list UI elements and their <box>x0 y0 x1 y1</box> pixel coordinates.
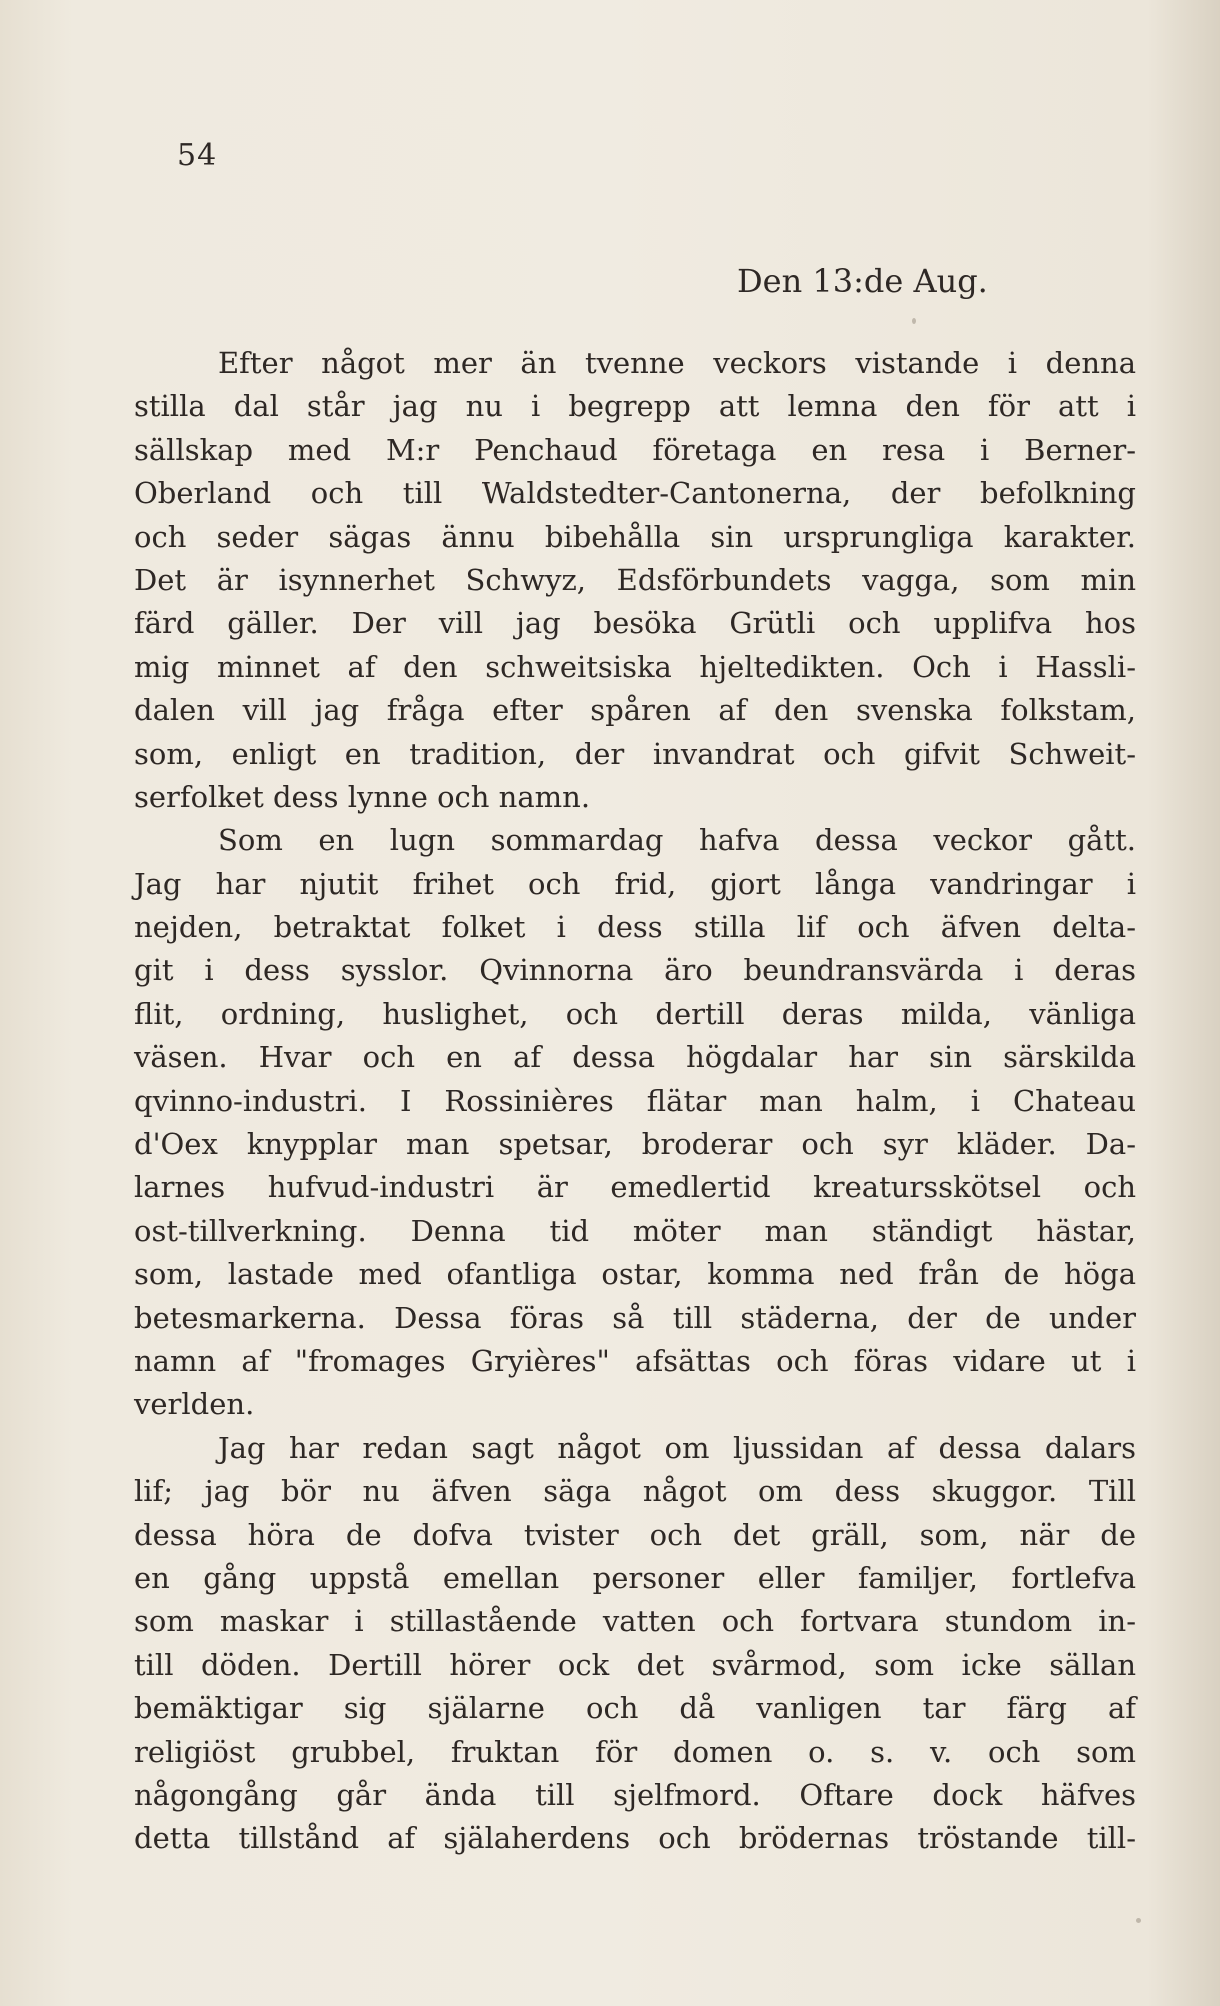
paper-speck <box>912 318 916 324</box>
text-line: Jag har njutit frihet och frid, gjort långa vandringar i <box>134 866 1136 901</box>
text-line: namn af "fromages Gryières" afsättas och föras vidare ut i <box>134 1343 1136 1378</box>
text-line: git i dess sysslor. Qvinnorna äro beundransvärda i deras <box>134 953 1136 988</box>
text-line: d'Oex knypplar man spetsar, broderar och syr kläder. Da- <box>134 1127 1136 1162</box>
text-line: Det är isynnerhet Schwyz, Edsförbundets vagga, som min <box>134 562 1136 597</box>
text-line: Oberland och till Waldstedter-Cantonerna, der befolkning <box>134 476 1136 511</box>
text-line: bemäktigar sig själarne och då vanligen tar färg af <box>134 1691 1136 1726</box>
text-line: nejden, betraktat folket i dess stilla lif och äfven delta- <box>134 910 1136 945</box>
text-line: stilla dal står jag nu i begrepp att lemna den för att i <box>134 389 1136 424</box>
dateline: Den 13:de Aug. <box>737 262 988 300</box>
text-line: verlden. <box>134 1387 255 1422</box>
text-line: flit, ordning, huslighet, och dertill deras milda, vänliga <box>134 996 1136 1031</box>
text-line: en gång uppstå emellan personer eller familjer, fortlefva <box>134 1560 1136 1595</box>
body-text <box>134 342 1136 1861</box>
text-line: serfolket dess lynne och namn. <box>134 779 591 814</box>
text-line: sällskap med M:r Penchaud företaga en resa i Berner- <box>134 432 1136 467</box>
text-line: dessa höra de dofva tvister och det gräll, som, när de <box>134 1517 1136 1552</box>
text-line: mig minnet af den schweitsiska hjeltedikten. Och i Hassli- <box>134 649 1136 684</box>
text-line: dalen vill jag fråga efter spåren af den svenska folkstam, <box>134 693 1136 728</box>
text-line: Jag har redan sagt något om ljussidan af dessa dalars <box>218 1430 1136 1465</box>
text-line: Som en lugn sommardag hafva dessa veckor gått. <box>218 823 1136 858</box>
text-line: färd gäller. Der vill jag besöka Grütli och upplifva hos <box>134 606 1136 641</box>
paper-speck <box>1136 1918 1141 1923</box>
text-line: väsen. Hvar och en af dessa högdalar har sin särskilda <box>134 1040 1136 1075</box>
text-line: som, lastade med ofantliga ostar, komma ned från de höga <box>134 1257 1136 1292</box>
text-line: och seder sägas ännu bibehålla sin ursprungliga karakter. <box>134 519 1136 554</box>
text-line: religiöst grubbel, fruktan för domen o. s. v. och som <box>134 1734 1136 1769</box>
text-line: larnes hufvud-industri är emedlertid kreatursskötsel och <box>134 1170 1136 1205</box>
text-line: någongång går ända till sjelfmord. Oftare dock häfves <box>134 1777 1136 1812</box>
text-line: som, enligt en tradition, der invandrat och gifvit Schweit- <box>134 736 1136 771</box>
text-line: detta tillstånd af själaherdens och brödernas tröstande till- <box>134 1821 1136 1856</box>
text-line: betesmarkerna. Dessa föras så till städerna, der de under <box>134 1300 1136 1335</box>
text-line: som maskar i stillastående vatten och fortvara stundom in- <box>134 1604 1136 1639</box>
text-line: till döden. Dertill hörer ock det svårmod, som icke sällan <box>134 1647 1136 1682</box>
text-line: qvinno-industri. I Rossinières flätar man halm, i Chateau <box>134 1083 1136 1118</box>
text-line: lif; jag bör nu äfven säga något om dess skuggor. Till <box>134 1474 1136 1509</box>
text-line: Efter något mer än tvenne veckors vistande i denna <box>218 346 1136 380</box>
page-number: 54 <box>177 138 218 173</box>
text-line: ost-tillverkning. Denna tid möter man ständigt hästar, <box>134 1213 1136 1248</box>
